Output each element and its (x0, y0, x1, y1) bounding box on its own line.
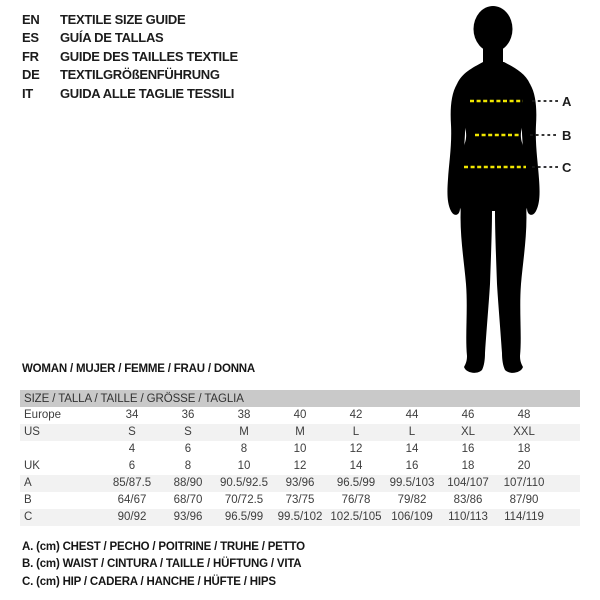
size-table-row-a (20, 475, 580, 492)
silhouette-right-leg (495, 204, 526, 373)
legend-line-b: B. (cm) WAIST / CINTURA / TAILLE / HÜFTUNG / VITA (22, 558, 302, 571)
size-table-header-row (20, 390, 580, 407)
language-code: ES (22, 30, 39, 46)
size-cell: 20 (517, 460, 531, 472)
size-cell: 99.5/102 (272, 509, 328, 526)
size-cell: 90/92 (104, 509, 160, 526)
size-cell: 8 (240, 443, 248, 455)
size-cell: 18 (517, 443, 531, 455)
filler-cell (552, 407, 580, 424)
size-cell: 12 (293, 460, 307, 472)
language-label: TEXTILE SIZE GUIDE (60, 11, 186, 27)
size-cell: 76/78 (341, 494, 371, 506)
filler-cell (552, 441, 580, 458)
size-cell: M (216, 424, 272, 441)
row-label: Europe (24, 409, 62, 421)
measure-label-b: B (562, 128, 572, 143)
filler-cell (552, 424, 580, 441)
size-cell: 106/109 (384, 509, 440, 526)
language-label: GUIDA ALLE TAGLIE TESSILI (60, 85, 235, 101)
size-cell: 14 (405, 443, 419, 455)
size-cell: 102.5/105 (328, 509, 384, 526)
size-cell: 70/72.5 (224, 494, 264, 506)
size-cell: 114/119 (496, 509, 552, 526)
measurement-legend (22, 541, 305, 593)
row-label: A (20, 475, 104, 492)
size-cell: 36 (181, 409, 195, 421)
size-cell: 38 (237, 409, 251, 421)
size-table-row-us (20, 424, 580, 441)
size-cell: 48 (517, 409, 531, 421)
language-row-de (22, 66, 238, 85)
section-title: WOMAN / MUJER / FEMME / FRAU / DONNA (22, 363, 256, 375)
size-cell: 14 (349, 460, 363, 472)
size-table-row-uk (20, 458, 580, 475)
size-cell: S (104, 424, 160, 441)
size-table-row-c (20, 509, 580, 526)
legend-line-c: C. (cm) HIP / CADERA / HANCHE / HÜFTE / HIPS (22, 575, 276, 588)
size-cell: 16 (405, 460, 419, 472)
size-guide-figure (420, 4, 600, 376)
language-code: DE (22, 67, 40, 83)
size-cell: 4 (128, 443, 136, 455)
size-cell: 6 (184, 443, 192, 455)
language-label: GUÍA DE TALLAS (60, 30, 164, 46)
woman-silhouette (420, 4, 600, 376)
size-table (20, 390, 580, 526)
size-cell: 93/96 (160, 509, 216, 526)
language-list (22, 10, 238, 103)
size-cell: 12 (349, 443, 363, 455)
size-table-body (20, 407, 580, 526)
size-table-row-us-numeric (20, 441, 580, 458)
row-label: C (20, 509, 104, 526)
size-cell: 73/75 (285, 494, 315, 506)
size-cell: 107/110 (496, 475, 552, 492)
silhouette-head (474, 6, 513, 52)
size-cell: 42 (349, 409, 363, 421)
size-cell: 46 (461, 409, 475, 421)
measure-label-c: C (562, 160, 572, 175)
size-cell: 44 (405, 409, 419, 421)
language-code: FR (22, 48, 39, 64)
language-label: TEXTILGRÖßENFÜHRUNG (60, 67, 220, 83)
size-cell: 6 (128, 460, 136, 472)
size-cell: M (272, 424, 328, 441)
size-table-row-b (20, 492, 580, 509)
row-label: UK (24, 460, 40, 472)
language-row-it (22, 84, 238, 103)
size-cell: XL (440, 424, 496, 441)
size-cell: XXL (496, 424, 552, 441)
size-cell: 10 (293, 443, 307, 455)
size-cell: 88/90 (160, 475, 216, 492)
legend-line-a: A. (cm) CHEST / PECHO / POITRINE / TRUHE / PETTO (22, 541, 305, 553)
size-cell: 79/82 (397, 494, 427, 506)
filler-cell (552, 458, 580, 475)
size-cell: 8 (184, 460, 192, 472)
filler-cell (552, 475, 580, 492)
language-row-es (22, 29, 238, 48)
size-cell: 16 (461, 443, 475, 455)
size-cell: 96.5/99 (328, 475, 384, 492)
size-cell: 64/67 (117, 494, 147, 506)
row-label (20, 441, 104, 458)
language-code: IT (22, 85, 33, 101)
size-cell: 34 (125, 409, 139, 421)
size-cell: 40 (293, 409, 307, 421)
row-label: US (20, 424, 104, 441)
language-row-fr (22, 47, 238, 66)
size-cell: S (160, 424, 216, 441)
language-code: EN (22, 11, 40, 27)
size-cell: 85/87.5 (104, 475, 160, 492)
size-table-row-europe (20, 407, 580, 424)
size-cell: 68/70 (173, 494, 203, 506)
size-table-header: SIZE / TALLA / TAILLE / GRÖSSE / TAGLIA (20, 390, 580, 407)
silhouette-left-leg (461, 204, 492, 373)
row-label: B (24, 494, 32, 506)
size-cell: 90.5/92.5 (216, 475, 272, 492)
language-row-en (22, 10, 238, 29)
size-cell: 83/86 (453, 494, 483, 506)
measure-label-a: A (562, 94, 572, 109)
size-cell: L (328, 424, 384, 441)
filler-cell (552, 509, 580, 526)
size-cell: 96.5/99 (216, 509, 272, 526)
silhouette-torso (454, 62, 533, 211)
size-cell: L (384, 424, 440, 441)
filler-cell (552, 492, 580, 509)
size-cell: 93/96 (272, 475, 328, 492)
size-cell: 104/107 (440, 475, 496, 492)
size-cell: 99.5/103 (384, 475, 440, 492)
language-label: GUIDE DES TAILLES TEXTILE (60, 48, 238, 64)
size-cell: 10 (237, 460, 251, 472)
size-cell: 87/90 (509, 494, 539, 506)
size-cell: 110/113 (440, 509, 496, 526)
size-cell: 18 (461, 460, 475, 472)
